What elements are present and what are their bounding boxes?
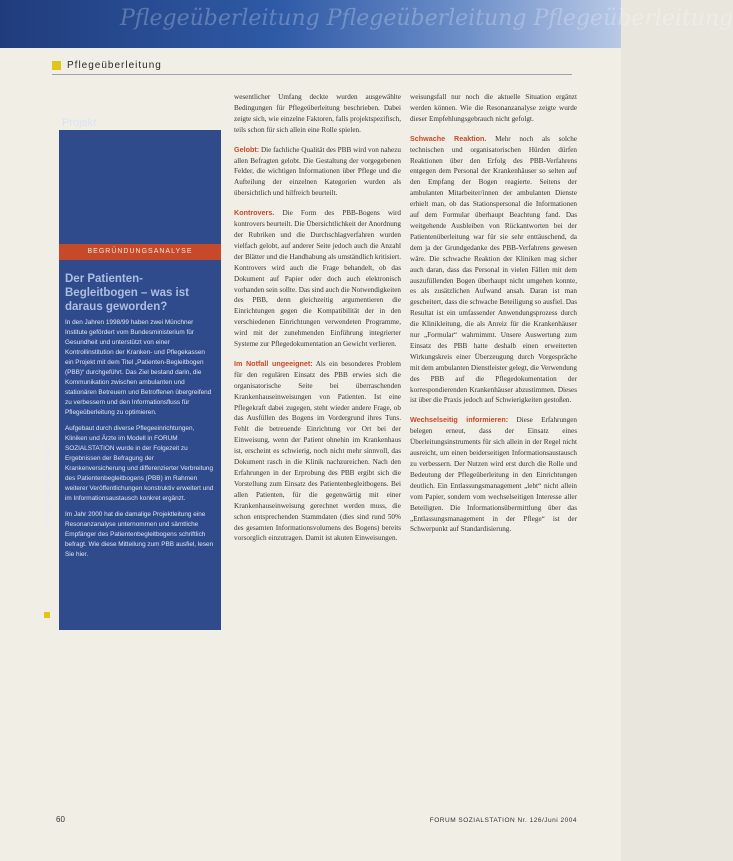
paragraph: [234, 92, 401, 136]
paragraph: [234, 145, 401, 200]
sidebar-paragraph: Aufgebaut durch diverse Pflegeeinrichtungen, Kliniken und Ärzte im Modell in FORUM SOZIALSTATION wurde in der Folgezeit zu Ergebnissen der Befragung der Krankenversicherung und differenzierter Verbreitung des Patientenbegleitbogens (PBB) im Rahmen weiterer Veröffentlichungen konstruktiv erweitert und im Informationsaustausch konkret ergänzt.: [65, 425, 214, 502]
paragraph-lead: Schwache Reaktion.: [410, 133, 487, 143]
paragraph: [410, 134, 577, 407]
rubric-divider: [52, 74, 572, 75]
publication-footer: FORUM SOZIALSTATION Nr. 126/Juni 2004: [429, 817, 577, 824]
sidebar-top-label: Projekt: [62, 117, 97, 129]
paragraph-text: Als ein besonderes Problem für den regulären Einsatz des PBB erwies sich die organisatorische Seite bei überraschenden Krankenhauseinweisungen von Patienten. Ist eine Pflegekraft dabei zugegen, steht wieder andere Frage, ob das Ausfüllen des Bogens im Vordergrund ihres Tuns. Fehlt die betreuende Einrichtung vor Ort bei der Einweisung, wenn der Patient ohnehin im Krankenhaus ist, erscheint es schwierig, noch nicht mehr sinnvoll, das Dokument rasch in die Klinik nachzureichen. Nach den Erfahrungen in der Erprobung des PBB ergibt sich die Vorstellung zum Einsatz des Patientenbegleitbogens. Bei allen Patienten, für die gegenwärtig mit einer Krankenhauseinweisung gerechnet werden muss, die schon entsprechenden Stammdaten (dies sind rund 50% des gesamten Informationsvolumens des Bogens) bereits vorsorglich einzutragen. Damit ist akuten Einweisungen.: [234, 359, 401, 543]
sidebar-body: [65, 318, 215, 566]
paragraph-text: wesentlicher Umfang deckte wurden ausgewählte Bedingungen für Pflegeüberleitung beschrieben. Dabei zeigte sich, wie einzelne Faktoren, falls projektspezifisch, teils schon für sich allein eine Rolle spielen.: [234, 93, 401, 134]
paragraph-text: Diese Erfahrungen belegen erneut, dass der Einsatz eines Überleitungsinstruments für sich allein in der Regel nicht ausreicht, um einen beiderseitigen Informationsaustausch zu verbessern. Der Nutzen wird erst durch die Rolle und Bedeutung der Pflegeüberleitung in den Einrichtungen deutlich. Ein Entlassungsmanagement „lebt“ nicht allein vom Papier, sondern vom wechselseitigen Interesse aller Beteiligten. Die Informationsübermittlung über das „Entlassungsmanagement in der Pflege“ ist der Schwerpunkt auf Standardisierung.: [410, 416, 578, 534]
paragraph-lead: Gelobt:: [234, 144, 260, 154]
header-banner: [0, 0, 733, 48]
paragraph-lead: Im Notfall ungeeignet:: [234, 358, 313, 368]
column-middle: [234, 92, 401, 553]
paragraph: [234, 208, 401, 350]
paragraph-lead: Kontrovers.: [234, 208, 275, 218]
paragraph: [234, 359, 401, 544]
sidebar-box-title: BEGRÜNDUNGSANALYSE: [59, 244, 221, 260]
paragraph: [410, 92, 577, 125]
paragraph-text: Mehr noch als solche technischen und organisatorischen Hürden dürfen Reaktionen über den Erfolg des PBB-Verfahrens entgegen dem Personal der Krankenhäuser so selten auf den Empfang der Bogen reagierte. Seitens der ambulanten Mitarbeiter/innen der ambulanten Dienste erhielt man, ob das Stationspersonal die Informationen auf dem Formular überhaupt Beachtung fand. Das weitgehende Ausbleiben von Rückantworten bei der Patientenüberleitung war für sie sehr enttäuschend, da dem ja der Grundgedanke des PBB-Verfahrens gewesen wäre. Die schwache Reaktion der Kliniken mag sicher auch daran, dass das Personal in vielen Fällen mit dem auszufüllenden Bogen überhaupt nicht umgehen konnte, es als zusätzlichen Aufwand ansah. Daran ist man gescheitert, dass die schwache Beteiligung so ausfiel. Das Resultat ist ein umfassender Anwendungsprozess durch die Klinikleitung, die als Anreiz für die Krankenhäuser nur „Formular“ wahrnimmt. Unsere Auswertung zum Einsatz des PBB hatte deshalb einen erweiterten Wirkungskreis einer Überzeugung durch Vorgespräche mit dem ambulanten Dienstleister gelegt, die Verwendung des PBB auf die Pflegedokumentation der korrespondierenden Krankenhäuser abzustimmen. Dieses ist über die Praxis jedoch auf Schwierigkeiten gestoßen.: [410, 134, 577, 405]
paragraph-text: Die fachliche Qualität des PBB wird von nahezu allen Befragten gelobt. Die Gestaltung der vorgegebenen Felder, die wichtigen Informationen über Pflege und die Aufteilung der einzelnen Kategorien wurden als übersichtlich und hilfreich beurteilt.: [234, 145, 401, 198]
page-number: 60: [56, 815, 65, 824]
paragraph-text: Die Form des PBB-Bogens wird kontrovers beurteilt. Die Übersichtlichkeit der Anordnung der Rubriken und die Durchschlagverfahren wurden vielfach gelobt, auf anderer Seite jedoch auch die Anzahl der Blätter und die Handhabung als umständlich kritisiert. Kontrovers wird auch die Frage behandelt, ob das Dokument auf Papier oder doch auch elektronisch vorhanden sein sollte. Das sind auch die Notwendigkeiten des PBB, denn gleichzeitig argumentieren die Einrichtungen gegen die Kompatibilität der in den verschiedenen Einrichtungen verwendeten Programme, wird mit der zunehmenden Einführung integrierter Systeme zur Pflegedokumentation an Gewicht verlieren.: [234, 209, 402, 349]
vertical-marker-icon: [44, 612, 50, 618]
paragraph: [410, 415, 577, 535]
paragraph-lead: Wechselseitig informieren:: [410, 415, 509, 425]
sidebar-paragraph: In den Jahren 1998/99 haben zwei Münchner Institute gefördert vom Bundesministerium für Gesundheit und unterstützt von einer Kontrollinstitution der Kranken- und Pflegekassen ein Projekt mit dem Titel „Patienten-Begleitbogen (PBB)“ durchgeführt. Das Ziel bestand darin, die Kommunikation zwischen ambulanten und stationären Betreuern und Betroffenen übergreifend zu verbessern und den Informationsfluss für Pflegeüberleitung zu optimieren.: [65, 319, 212, 416]
section-rubric: [52, 58, 162, 72]
column-right: [410, 92, 577, 544]
sidebar-paragraph: Im Jahr 2000 hat die damalige Projektleitung eine Resonanzanalyse unternommen und sämtliche Empfänger des Patientenbegleitbogens schriftlich befragt. Wie diese Mitteilung zum PBB ausfiel, lesen Sie hier.: [65, 511, 214, 558]
rubric-label: Pflegeüberleitung: [67, 59, 162, 71]
rubric-marker-icon: [52, 61, 61, 70]
paragraph-text: weisungsfall nur noch die aktuelle Situation ergänzt werden können. Wie die Resonanzanalyse zeigte wurde dieser Empfehlungsgebrauch nicht gefolgt.: [410, 93, 577, 123]
sidebar-vertical-label: FORUM SOZIALSTATION: [45, 440, 51, 530]
banner-script: Pflegeüberleitung Pflegeüberleitung Pflegeüberleitung: [120, 6, 733, 31]
sidebar-heading: Der Patienten-Begleitbogen – was ist daraus geworden?: [65, 273, 189, 313]
